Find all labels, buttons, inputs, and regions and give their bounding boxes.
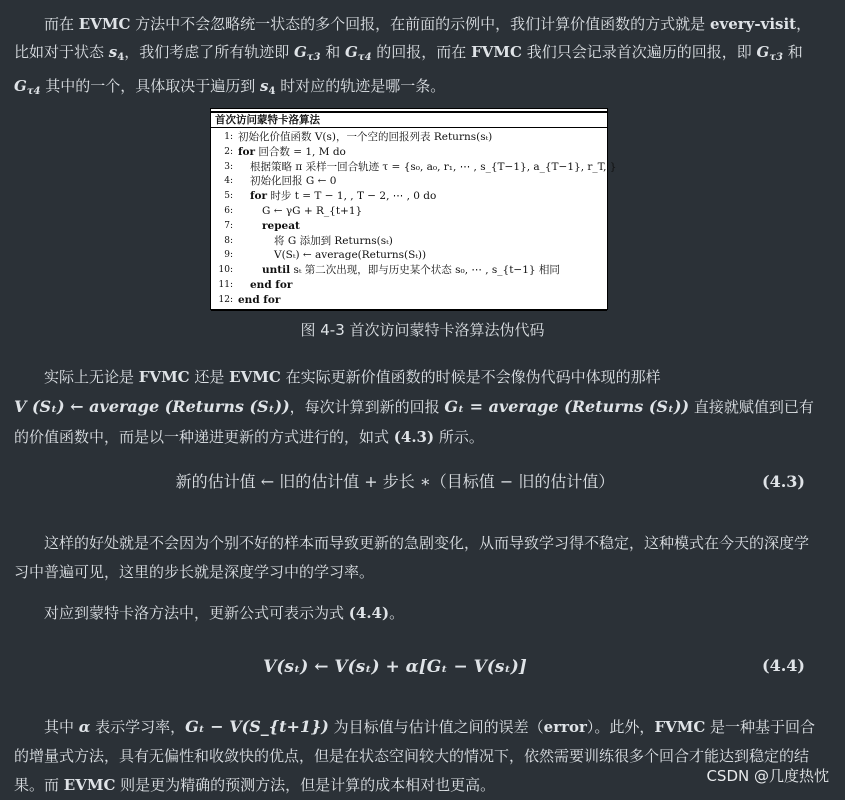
line-text: 回合数 = 1, M do <box>255 145 346 158</box>
math-s4: $s_4$ <box>260 77 276 97</box>
line-text: 根据策略 π 采样一回合轨迹 τ = {s₀, a₀, r₁, ⋯ , s_{T−1}, a_{T−1}, r_T, } <box>250 160 617 173</box>
line-text: 初始化回报 G ← 0 <box>250 175 337 188</box>
text: ，我们考虑了所有轨迹即 <box>124 43 294 61</box>
keyword: for <box>238 145 256 158</box>
paragraph-mc-update <box>0 599 845 628</box>
algorithm-line <box>215 278 603 293</box>
line-number: 5: <box>224 191 233 202</box>
text: ）。此外， <box>586 718 655 736</box>
line-body <box>238 204 362 219</box>
line-body <box>238 263 560 278</box>
keyword: end for <box>238 293 281 306</box>
line-body <box>238 293 280 308</box>
text: 实际上无论是 <box>44 368 139 386</box>
text: 其中的一个，具体取决于遍历到 <box>40 77 261 95</box>
formula-g-average: Gₜ = average (Returns (Sₜ)) <box>444 397 690 416</box>
text: 方法中不会忽略统一状态的多个回报，在前面的示例中，我们计算价值函数的方式就是 <box>130 15 710 33</box>
term-error: error <box>543 718 587 736</box>
line-body <box>238 174 336 189</box>
line-number: 7: <box>224 220 233 231</box>
line-text: 将 G 添加到 Returns(sₜ) <box>274 234 393 247</box>
formula-error: Gₜ − V(S_{t+1}) <box>185 717 329 736</box>
text: 还是 <box>189 368 230 386</box>
keyword: until <box>262 264 291 277</box>
watermark: CSDN @几度热忱 <box>706 766 829 785</box>
line-number: 12: <box>218 294 233 305</box>
line-body <box>238 160 616 175</box>
equation-ref: (4.3) <box>393 428 435 446</box>
line-number: 8: <box>224 235 233 246</box>
line-number: 4: <box>224 176 233 187</box>
text: 和 <box>782 43 803 61</box>
equation-body: 新的估计值 ← 旧的估计值 + 步长 ∗（目标值 − 旧的估计值） <box>175 472 615 491</box>
text: 对应到蒙特卡洛方法中，更新公式可表示为式 <box>44 604 349 622</box>
keyword: end for <box>250 278 293 291</box>
algorithm-line <box>215 219 603 234</box>
algorithm-figure <box>210 108 617 310</box>
term-fvmc: FVMC <box>471 43 522 61</box>
algorithm-line <box>215 145 603 160</box>
line-body <box>238 234 393 249</box>
keyword: for <box>250 190 268 203</box>
term-evmc: EVMC <box>229 368 281 386</box>
text: 所示。 <box>434 428 484 446</box>
term-fvmc: FVMC <box>138 368 190 386</box>
line-number: 1: <box>224 132 233 142</box>
line-number: 6: <box>224 205 233 216</box>
formula-average-returns: V (Sₜ) ← average (Returns (Sₜ)) <box>14 397 290 416</box>
term-every-visit: every-visit <box>709 15 797 33</box>
algorithm-line <box>215 204 603 219</box>
keyword: repeat <box>262 219 300 232</box>
algorithm-line <box>215 248 603 263</box>
math-g-tau4: $G_{\tau 4}$ <box>14 77 41 97</box>
equation-number: (4.4) <box>762 656 805 675</box>
line-text: V(Sₜ) ← average(Returns(Sₜ)) <box>274 249 427 262</box>
text: 是一种基于回合的增量式方法，具有无偏性和收敛快的优点，但是在状态空间较大的情况下，依然需要训练很多个回合才能达到稳定的结果。而 <box>14 718 816 794</box>
line-text: G ← γG + R_{t+1} <box>262 204 363 217</box>
line-body <box>238 278 292 293</box>
text: 时对应的轨迹是哪一条。 <box>275 77 446 95</box>
algorithm-lines <box>215 130 617 308</box>
text: 。 <box>389 604 405 622</box>
text: ，每次计算到新的回报 <box>289 398 445 416</box>
algorithm-line <box>215 263 603 278</box>
figure-caption: 图 4-3 首次访问蒙特卡洛算法伪代码 <box>300 321 545 339</box>
algorithm-bottom-rule <box>211 310 607 311</box>
line-number: 3: <box>224 161 233 172</box>
equation-number: (4.3) <box>762 472 805 491</box>
text: 其中 <box>44 718 79 736</box>
line-body <box>238 219 300 234</box>
line-body <box>238 189 436 204</box>
paragraph-step-size: 这样的好处就是不会因为个别不好的样本而导致更新的急剧变化，从而导致学习得不稳定，这种模式在今天的深度学习中普遍可见，这里的步长就是深度学习中的学习率。 <box>14 534 810 581</box>
text: 的回报，而在 <box>371 43 472 61</box>
math-s4: $s_4$ <box>108 43 125 63</box>
line-text: sₜ 第二次出现，即与历史某个状态 s₀, ⋯ , s_{t−1} 相同 <box>290 264 560 277</box>
algorithm-line <box>215 130 603 145</box>
text: 为目标值与估计值之间的误差（ <box>328 718 544 736</box>
term-evmc: EVMC <box>78 15 131 33</box>
algorithm-line <box>215 293 603 308</box>
text: 和 <box>320 43 346 61</box>
line-body <box>238 145 346 160</box>
equation-body: V(sₜ) ← V(sₜ) + α[Gₜ − V(sₜ)] <box>263 657 527 677</box>
algorithm-line <box>215 174 603 189</box>
algorithm-line <box>215 189 603 204</box>
math-alpha: α <box>78 718 91 736</box>
text: 在实际更新价值函数的时候是不会像伪代码中体现的那样 <box>280 368 661 386</box>
equation-ref: (4.4) <box>348 604 390 622</box>
text: ，比如对于状态 <box>14 15 812 61</box>
text: 直接就赋值到已有的价值函数中，而是以一种递进更新的方式进行的，如式 <box>14 398 814 446</box>
line-number: 2: <box>224 146 233 157</box>
line-number: 10: <box>218 265 233 276</box>
paragraph-evmc-fvmc <box>0 10 845 106</box>
line-body <box>238 130 492 145</box>
line-number: 11: <box>218 279 233 290</box>
text: 我们只会记录首次遍历的回报，即 <box>521 43 757 61</box>
term-fvmc: FVMC <box>654 718 706 736</box>
algorithm-title: 首次访问蒙特卡洛算法 <box>211 111 607 128</box>
math-g-tau4: $G_{\tau 4}$ <box>345 43 372 63</box>
text: 表示学习率， <box>90 718 186 736</box>
line-text: 时步 t = T − 1, , T − 2, ⋯ , 0 do <box>267 190 437 203</box>
math-g-tau3: $G_{\tau 3}$ <box>756 43 783 63</box>
algorithm-line <box>215 160 617 175</box>
line-number: 9: <box>224 250 233 261</box>
line-body <box>238 248 426 263</box>
paragraph-incremental-update <box>0 362 845 452</box>
algorithm-line <box>215 234 603 249</box>
math-g-tau3: $G_{\tau 3}$ <box>293 43 321 63</box>
line-text: 初始化价值函数 V(s)，一个空的回报列表 Returns(sₜ) <box>238 131 493 143</box>
text: 则是更为精确的预测方法，但是计算的成本相对也更高。 <box>115 776 496 794</box>
text: 而在 <box>44 15 79 33</box>
term-evmc: EVMC <box>63 776 116 794</box>
